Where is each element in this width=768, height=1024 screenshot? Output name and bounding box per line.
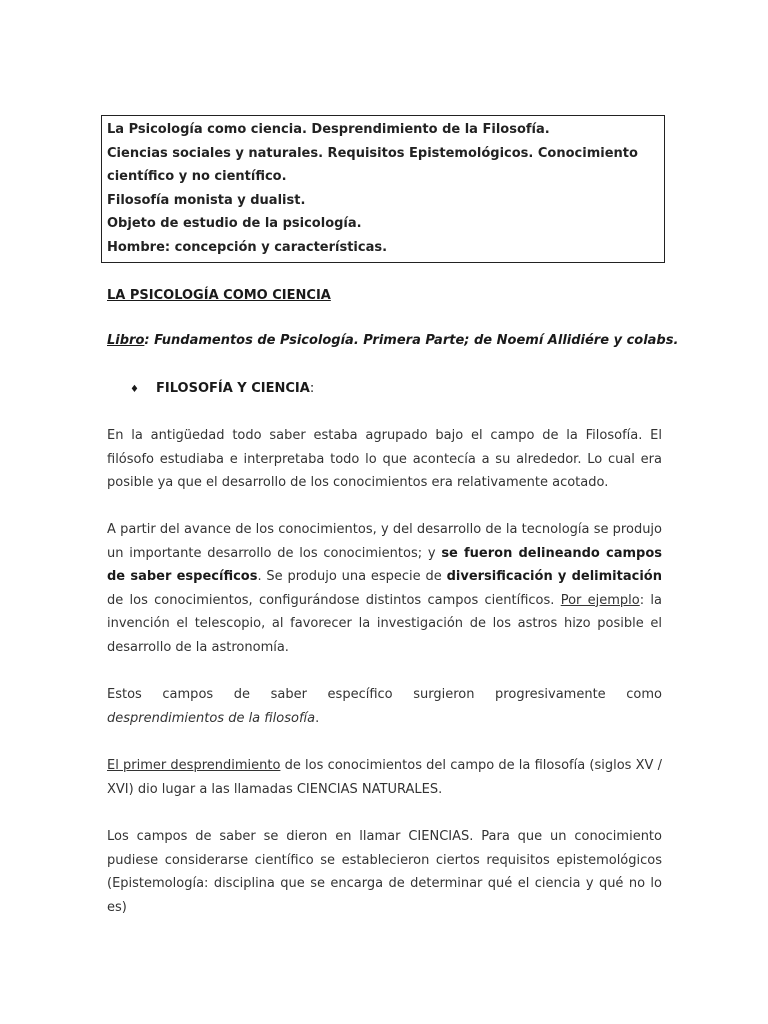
topics-box	[101, 115, 665, 263]
topic-line: Filosofía monista y dualist.	[107, 192, 306, 208]
p4-text: de los conocimientos del campo de la filosofía (siglos XV / XVI) dio lugar a las llamadas CIENCIAS NATURALES.	[107, 758, 662, 797]
p3-text: Estos campos de saber específico surgieron progresivamente como	[107, 687, 662, 702]
bullet-title: FILOSOFÍA Y CIENCIA	[156, 381, 310, 396]
p2-underline: Por ejemplo	[560, 592, 640, 608]
section-heading: LA PSICOLOGÍA COMO CIENCIA	[107, 288, 331, 303]
topic-line: científico y no científico.	[107, 169, 287, 185]
paragraph-5: Los campos de saber se dieron en llamar CIENCIAS. Para que un conocimiento pudiese considerarse científico se establecieron ciertos requisitos epistemológicos (Epistemología: disciplina que se encarga de determinar qué el ciencia y qué no lo es)	[107, 829, 662, 915]
bullet-colon: :	[309, 381, 315, 396]
paragraph-3	[107, 683, 662, 730]
p2-text: . Se produjo una especie de	[257, 569, 447, 585]
paragraph-4	[107, 754, 662, 801]
paragraph-2	[107, 518, 662, 660]
p4-underline: El primer desprendimiento	[107, 758, 281, 773]
book-label: Libro	[107, 333, 145, 348]
paragraph-1: En la antigüedad todo saber estaba agrupado bajo el campo de la Filosofía. El filósofo estudiaba e interpretaba todo lo que acontecía a su alrededor. Lo cual era posible ya que el desarrollo de los conocimientos era relativamente acotado.	[107, 428, 662, 491]
p3-text: .	[315, 710, 320, 726]
diamond-bullet-icon: ♦	[130, 384, 139, 395]
topic-line: Ciencias sociales y naturales. Requisitos Epistemológicos. Conocimiento	[107, 145, 638, 161]
p3-italic: desprendimientos de la filosofía	[107, 710, 316, 726]
bullet-item	[130, 381, 314, 398]
p2-text: de los conocimientos, configurándose distintos campos científicos.	[107, 592, 561, 608]
p2-text: A partir del avance de los conocimientos, y del desarrollo de la tecnología se produjo un importante desarrollo de los conocimientos; y	[107, 522, 662, 561]
topic-line: Hombre: concepción y características.	[107, 239, 388, 255]
p2-bold: se fueron delineando campos de saber específicos	[107, 545, 662, 585]
topic-line: La Psicología como ciencia. Desprendimiento de la Filosofía.	[107, 122, 550, 137]
p2-text: : la invención el telescopio, al favorecer la investigación de los astros hizo posible el desarrollo de la astronomía.	[107, 592, 662, 655]
book-reference	[107, 333, 678, 349]
book-title: : Fundamentos de Psicología. Primera Parte; de Noemí Allidiére y colabs.	[144, 333, 679, 348]
p2-bold: diversificación y delimitación	[446, 569, 662, 585]
topic-line: Objeto de estudio de la psicología.	[107, 216, 362, 232]
